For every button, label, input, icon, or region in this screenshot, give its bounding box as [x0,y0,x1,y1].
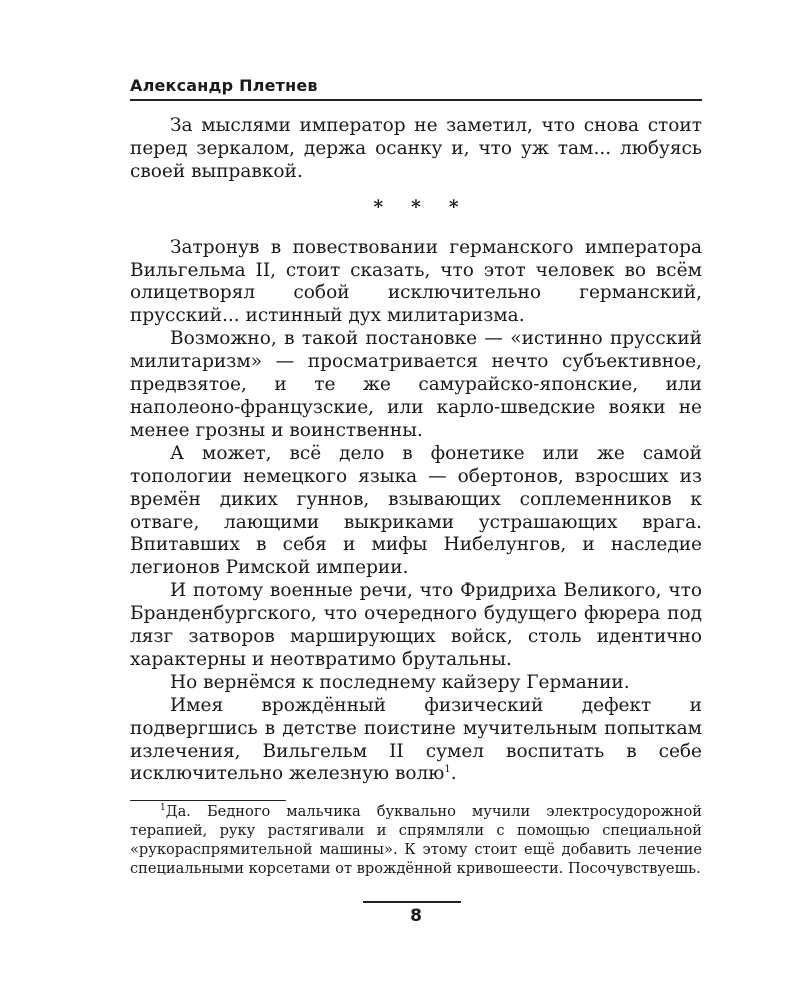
book-page [130,0,702,1000]
paragraph-7-end: . [450,763,457,785]
section-break [130,197,702,220]
paragraph-4: А может, всё дело в фонетике или же самой топологии немецкого языка — обертонов, взросших из времён диких гуннов, взывающих соплеменников к отваге, лающими выкриками устрашающих врага. Впитавших в себя и мифы Нибелунгов, и наследие легионов Римской империи. [130,442,702,579]
paragraph-5: И потому военные речи, что Фридриха Великого, что Бранденбургского, что очередного будущего фюрера под лязг затворов марширующих войск, столь идентично характерны и неотвратимо брутальны. [130,580,702,670]
footnote [130,802,702,878]
footnote-reference[interactable]: 1 [444,764,451,776]
asterisk: * [411,196,421,218]
asterisk: * [373,196,384,218]
header-rule [130,99,702,101]
running-head-author: Александр Плетнев [130,76,318,95]
paragraph-6: Но вернёмся к последнему кайзеру Германии. [170,671,630,693]
folio-rule [363,901,461,903]
body-text [130,115,702,786]
paragraph-1: За мыслями император не заметил, что снова стоит перед зеркалом, держа осанку и, что уж там... любуясь своей выправкой. [130,115,702,182]
paragraph-3: Возможно, в такой постановке — «истинно прусский милитаризм» — просматривается нечто субъективное, предвзятое, и те же самурайско-японские, или наполеоно-французские, или карло-шведские вояки не менее грозны и воинственны. [130,328,702,441]
paragraph-7-text: Имея врождённый физический дефект и подвергшись в детстве поистине мучительным попыткам излечения, Вильгельм II сумел воспитать в себе исключительно железную волю [130,694,702,785]
footnote-mark: 1 [160,803,166,814]
footnote-rule [130,800,286,801]
paragraph-7 [130,695,702,787]
asterisk: * [448,196,459,218]
page-number: 8 [410,906,422,926]
footnote-text: Да. Бедного мальчика буквально мучили электросудорожной терапией, руку растягивали и спрямляли с помощью специальной «рукораспрямительной машины». К этому стоит ещё добавить лечение специальными корсетами от врождённой кривошеести. Посочувствуешь. [130,803,702,877]
paragraph-2: Затронув в повествовании германского императора Вильгельма II, стоит сказать, что этот человек во всём олицетворял собой исключительно германский, прусский... истинный дух милитаризма. [130,236,702,327]
